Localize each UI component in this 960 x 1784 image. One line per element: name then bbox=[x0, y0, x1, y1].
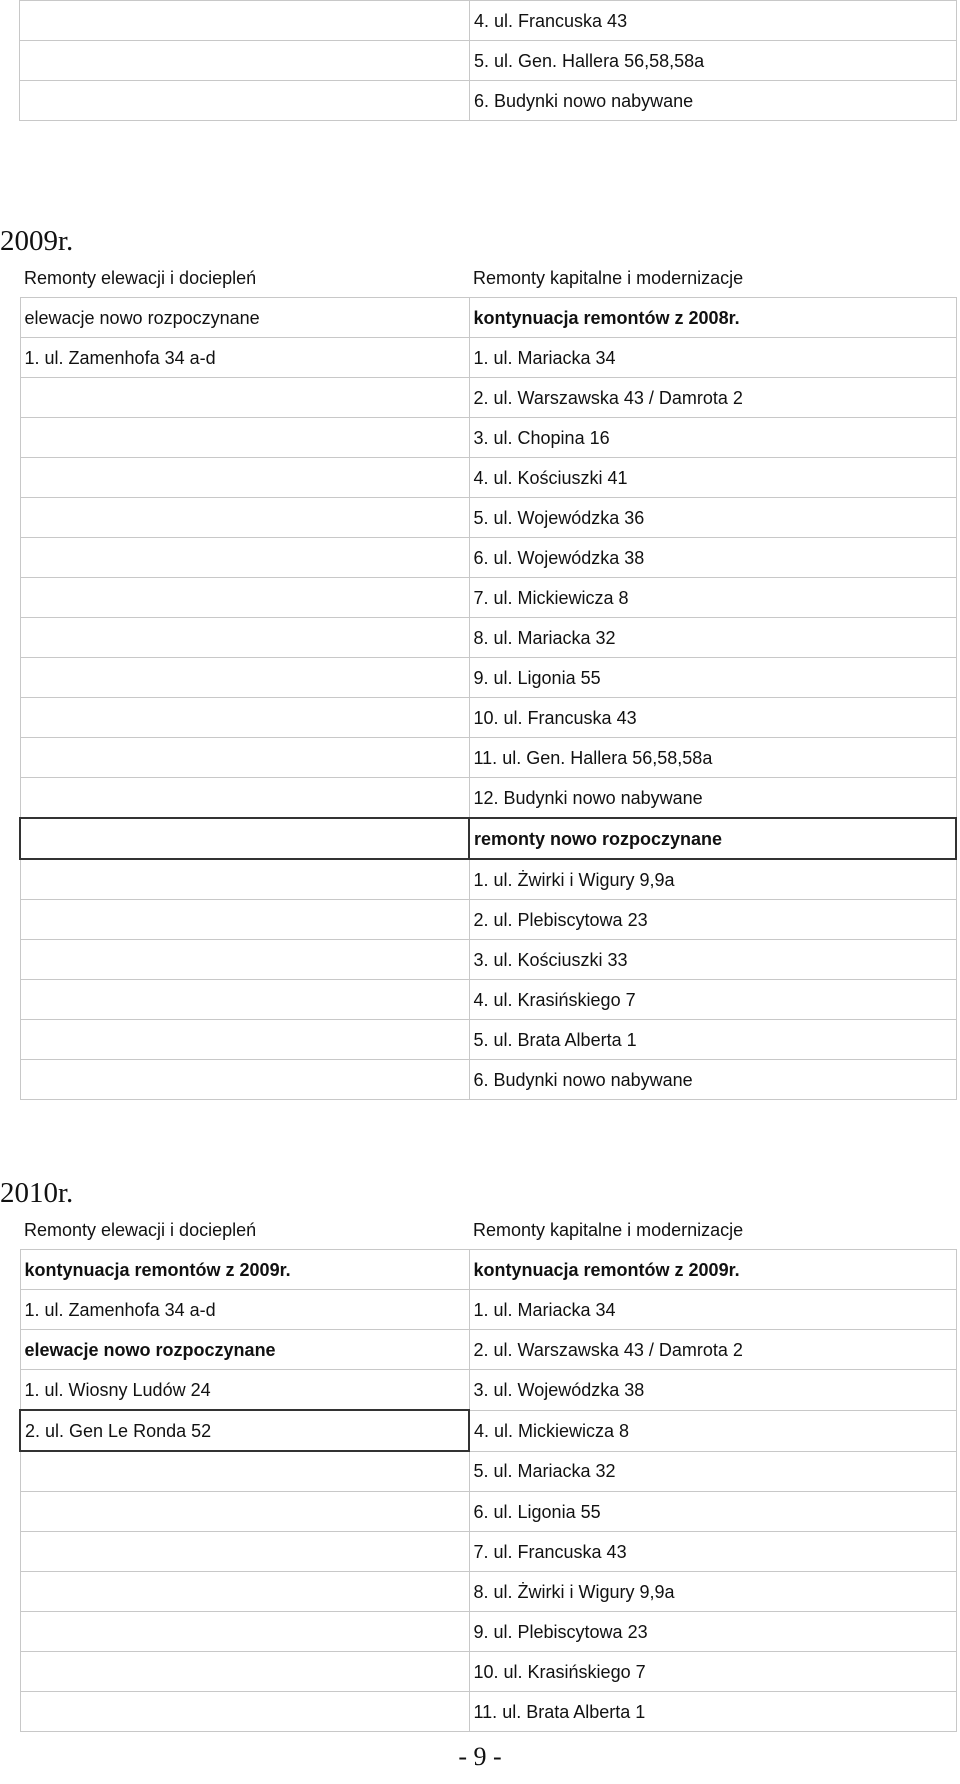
table-cell: 9. ul. Plebiscytowa 23 bbox=[469, 1612, 957, 1652]
table-cell-empty bbox=[20, 1612, 469, 1652]
table-cell-empty bbox=[20, 658, 469, 698]
table-cell-empty bbox=[20, 698, 469, 738]
table-cell: 5. ul. Wojewódzka 36 bbox=[469, 498, 956, 538]
table-cell: 9. ul. Ligonia 55 bbox=[469, 658, 956, 698]
table-cell-empty bbox=[20, 378, 469, 418]
table-cell: 2. ul. Plebiscytowa 23 bbox=[469, 900, 956, 940]
table-row bbox=[20, 940, 956, 980]
table-row bbox=[20, 41, 957, 81]
table-cell-empty bbox=[20, 618, 469, 658]
table-cell: 3. ul. Wojewódzka 38 bbox=[469, 1370, 957, 1411]
subheading-left-new: elewacje nowo rozpoczynane bbox=[20, 1330, 469, 1370]
table-cell-empty bbox=[20, 738, 469, 778]
table-cell-empty bbox=[20, 1, 470, 41]
table-cell: 2. ul. Warszawska 43 / Damrota 2 bbox=[469, 378, 956, 418]
year-heading-2009: 2009r. bbox=[0, 225, 74, 257]
table-row bbox=[20, 1572, 957, 1612]
table-cell: 12. Budynki nowo nabywane bbox=[469, 778, 956, 819]
table-row bbox=[20, 900, 956, 940]
table-row bbox=[20, 498, 956, 538]
table-cell: 4. ul. Francuska 43 bbox=[470, 1, 957, 41]
table-cell-empty bbox=[20, 900, 469, 940]
table-row bbox=[20, 1250, 957, 1290]
table-row bbox=[20, 698, 956, 738]
table-row bbox=[20, 1290, 957, 1330]
table-row bbox=[20, 618, 956, 658]
table-row bbox=[20, 818, 956, 859]
table-row bbox=[20, 1060, 956, 1100]
table-cell-empty bbox=[20, 458, 469, 498]
table-cell: 4. ul. Kościuszki 41 bbox=[469, 458, 956, 498]
table-row bbox=[20, 538, 956, 578]
table-row bbox=[20, 980, 956, 1020]
table-cell-empty bbox=[20, 859, 469, 900]
table-cell: 5. ul. Mariacka 32 bbox=[469, 1451, 957, 1492]
column-header-left: Remonty elewacji i dociepleń bbox=[24, 267, 257, 288]
table-cell-empty bbox=[20, 498, 469, 538]
table-cell-empty bbox=[20, 578, 469, 618]
table-cell: 4. ul. Krasińskiego 7 bbox=[469, 980, 956, 1020]
table-row bbox=[20, 418, 956, 458]
table-cell: 1. ul. Zamenhofa 34 a-d bbox=[20, 1290, 469, 1330]
table-cell-empty bbox=[20, 1020, 469, 1060]
table-cell: 8. ul. Żwirki i Wigury 9,9a bbox=[469, 1572, 957, 1612]
table-row bbox=[20, 298, 956, 338]
table-row bbox=[20, 1, 957, 41]
table-cell-empty bbox=[20, 41, 470, 81]
table-2009 bbox=[19, 258, 957, 1100]
column-header-left: Remonty elewacji i dociepleń bbox=[24, 1219, 257, 1240]
table-cell-empty bbox=[20, 1652, 469, 1692]
subheading-right: kontynuacja remontów z 2009r. bbox=[469, 1250, 957, 1290]
table-cell-empty bbox=[20, 1451, 469, 1492]
table-cell: 1. ul. Zamenhofa 34 a-d bbox=[20, 338, 469, 378]
table-cell-empty bbox=[20, 538, 469, 578]
table-cell: 6. Budynki nowo nabywane bbox=[469, 1060, 956, 1100]
table-cell: 1. ul. Wiosny Ludów 24 bbox=[20, 1370, 469, 1411]
table-row bbox=[20, 378, 956, 418]
subheading-new-repairs: remonty nowo rozpoczynane bbox=[469, 818, 956, 859]
table-row bbox=[20, 778, 956, 819]
table-cell: 3. ul. Chopina 16 bbox=[469, 418, 956, 458]
table-row bbox=[20, 1451, 957, 1492]
table-cell-empty bbox=[20, 818, 469, 859]
table-cell-empty bbox=[20, 778, 469, 819]
table-row bbox=[20, 859, 956, 900]
page-number: - 9 - bbox=[458, 1742, 502, 1771]
table-cell: 11. ul. Brata Alberta 1 bbox=[469, 1692, 957, 1732]
table-row bbox=[20, 578, 956, 618]
table-cell: 8. ul. Mariacka 32 bbox=[469, 618, 956, 658]
table-row bbox=[20, 1210, 957, 1250]
subheading-left: kontynuacja remontów z 2009r. bbox=[20, 1250, 469, 1290]
table-cell: 1. ul. Mariacka 34 bbox=[469, 338, 956, 378]
table-cell: 7. ul. Francuska 43 bbox=[469, 1532, 957, 1572]
table-cell: 6. ul. Ligonia 55 bbox=[469, 1492, 957, 1532]
table-row bbox=[20, 338, 956, 378]
table-row bbox=[20, 1492, 957, 1532]
table-cell: 7. ul. Mickiewicza 8 bbox=[469, 578, 956, 618]
table-cell: 1. ul. Mariacka 34 bbox=[469, 1290, 957, 1330]
table-row bbox=[20, 258, 956, 298]
table-row bbox=[20, 1612, 957, 1652]
table-cell: 1. ul. Żwirki i Wigury 9,9a bbox=[469, 859, 956, 900]
table-row bbox=[20, 1532, 957, 1572]
table-cell: 10. ul. Krasińskiego 7 bbox=[469, 1652, 957, 1692]
table-cell-empty bbox=[20, 1532, 469, 1572]
table-cell: 3. ul. Kościuszki 33 bbox=[469, 940, 956, 980]
table-cell: 5. ul. Brata Alberta 1 bbox=[469, 1020, 956, 1060]
column-header-right: Remonty kapitalne i modernizacje bbox=[473, 1219, 744, 1240]
table-cell-empty bbox=[20, 81, 470, 121]
table-cell: 6. Budynki nowo nabywane bbox=[470, 81, 957, 121]
table-row bbox=[20, 1330, 957, 1370]
table-cell-empty bbox=[20, 980, 469, 1020]
table-cell-empty bbox=[20, 1492, 469, 1532]
year-heading-2010: 2010r. bbox=[0, 1177, 74, 1209]
table-cell-empty bbox=[20, 418, 469, 458]
table-cell: 6. ul. Wojewódzka 38 bbox=[469, 538, 956, 578]
table-row bbox=[20, 1410, 957, 1451]
table-cell: 4. ul. Mickiewicza 8 bbox=[469, 1410, 957, 1451]
table-row bbox=[20, 1020, 956, 1060]
table-2010 bbox=[19, 1210, 957, 1732]
subheading-right: kontynuacja remontów z 2008r. bbox=[469, 298, 956, 338]
table-row bbox=[20, 458, 956, 498]
table-2008-tail bbox=[19, 0, 957, 121]
table-row bbox=[20, 1692, 957, 1732]
table-cell: 11. ul. Gen. Hallera 56,58,58a bbox=[469, 738, 956, 778]
table-row bbox=[20, 658, 956, 698]
table-cell-empty bbox=[20, 940, 469, 980]
table-cell-empty bbox=[20, 1572, 469, 1612]
table-cell: 2. ul. Gen Le Ronda 52 bbox=[20, 1410, 469, 1451]
subheading-left: elewacje nowo rozpoczynane bbox=[20, 298, 469, 338]
table-row bbox=[20, 738, 956, 778]
column-header-right: Remonty kapitalne i modernizacje bbox=[473, 267, 744, 288]
table-cell: 10. ul. Francuska 43 bbox=[469, 698, 956, 738]
table-cell: 2. ul. Warszawska 43 / Damrota 2 bbox=[469, 1330, 957, 1370]
table-row bbox=[20, 81, 957, 121]
table-cell-empty bbox=[20, 1060, 469, 1100]
table-cell: 5. ul. Gen. Hallera 56,58,58a bbox=[470, 41, 957, 81]
table-cell-empty bbox=[20, 1692, 469, 1732]
table-row bbox=[20, 1652, 957, 1692]
table-row bbox=[20, 1370, 957, 1411]
